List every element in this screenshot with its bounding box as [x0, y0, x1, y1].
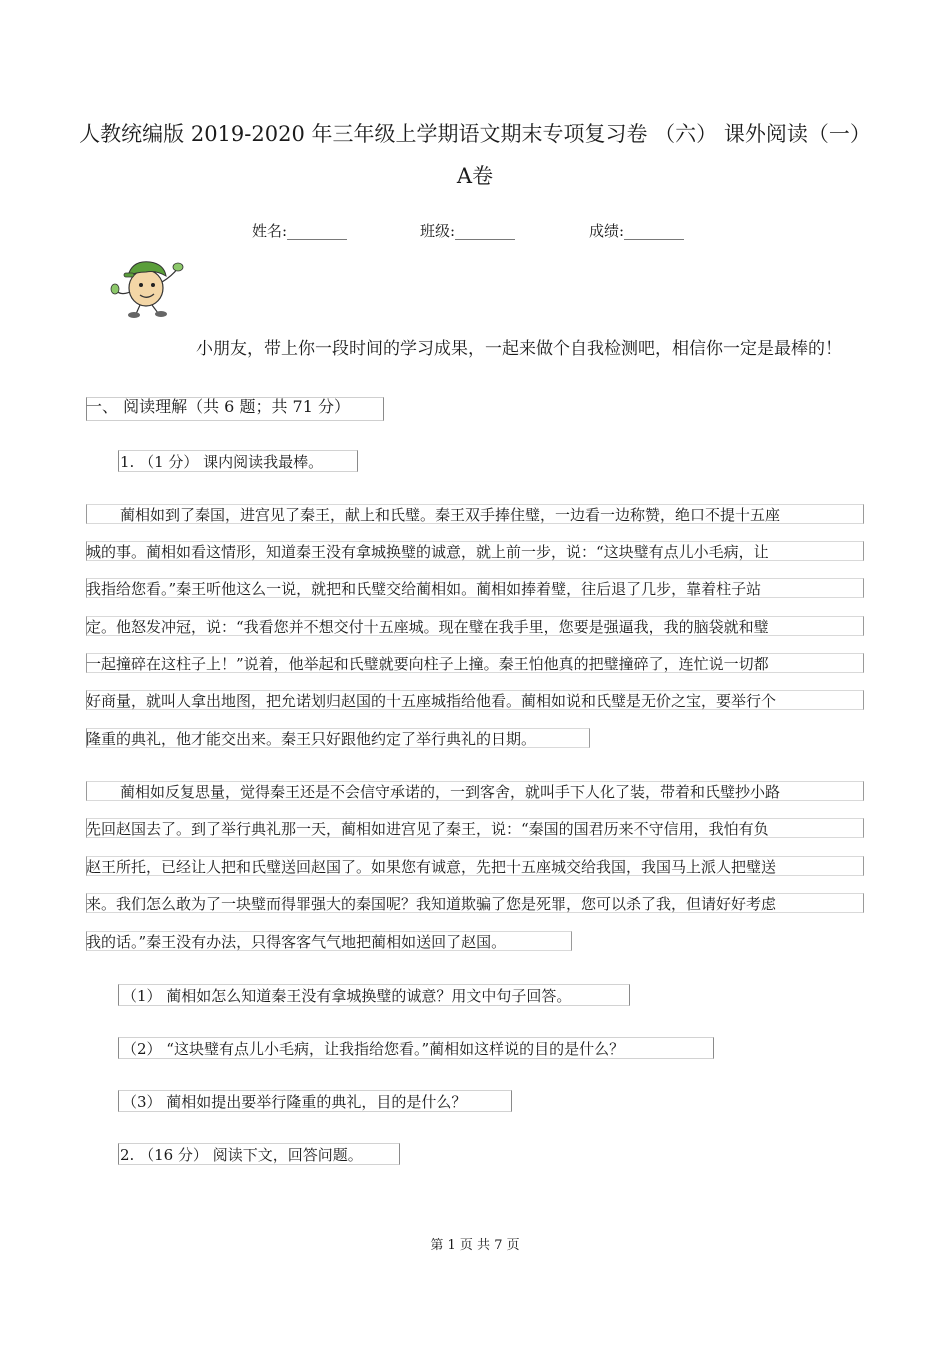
name-field: 姓名:________ — [252, 222, 348, 240]
sub-question-2: （2） “这块璧有点儿小毛病，让我指给您看。”蔺相如这样说的目的是什么？ — [122, 1040, 625, 1058]
page-number: 第 1 页 共 7 页 — [430, 1238, 520, 1253]
passage-line: 来。我们怎么敢为了一块璧而得罪强大的秦国呢？我知道欺骗了您是死罪，您可以杀了我，但请好好考虑 — [86, 895, 777, 913]
sub-question-3: （3） 蔺相如提出要举行隆重的典礼，目的是什么？ — [122, 1093, 467, 1111]
intro-text: 小朋友，带上你一段时间的学习成果，一起来做个自我检测吧，相信你一定是最棒的！ — [196, 339, 842, 359]
passage-line: 定。他怒发冲冠，说：“我看您并不想交付十五座城。现在璧在我手里，您要是强逼我，我的脑袋就和璧 — [86, 618, 769, 636]
passage-line: 赵王所托，已经让人把和氏璧送回赵国了。如果您有诚意，先把十五座城交给我国，我国马上派人把璧送 — [86, 858, 777, 876]
page-title-line2: A卷 — [456, 164, 494, 188]
question-1-header: 1. （1 分） 课内阅读我最棒。 — [120, 453, 324, 471]
passage-line: 好商量，就叫人拿出地图，把允诺划归赵国的十五座城指给他看。蔺相如说和氏璧是无价之宝，要举行个 — [86, 692, 777, 710]
sub-question-1: （1） 蔺相如怎么知道秦王没有拿城换璧的诚意？用文中句子回答。 — [122, 987, 572, 1005]
passage-line: 一起撞碎在这柱子上！”说着，他举起和氏璧就要向柱子上撞。秦王怕他真的把璧撞碎了，连忙说一切都 — [86, 655, 769, 673]
passage-line: 城的事。蔺相如看这情形，知道秦王没有拿城换璧的诚意，就上前一步，说：“这块璧有点儿小毛病，让 — [86, 543, 769, 561]
passage-line: 先回赵国去了。到了举行典礼那一天，蔺相如进宫见了秦王，说：“秦国的国君历来不守信用，我怕有负 — [86, 820, 769, 838]
passage-line: 我的话。”秦王没有办法，只得客客气气地把蔺相如送回了赵国。 — [86, 933, 507, 951]
passage-line: 蔺相如到了秦国，进宫见了秦王，献上和氏璧。秦王双手捧住璧，一边看一边称赞，绝口不提十五座 — [120, 506, 781, 524]
section-heading: 一、 阅读理解（共 6 题；共 71 分） — [86, 397, 350, 416]
score-field: 成绩:________ — [589, 222, 685, 240]
passage-line: 我指给您看。”秦王听他这么一说，就把和氏璧交给蔺相如。蔺相如捧着璧，往后退了几步，靠着柱子站 — [86, 580, 762, 598]
page-title: 人教统编版 2019-2020 年三年级上学期语文期末专项复习卷 （六） 课外阅读（一） — [79, 122, 871, 146]
question-2-header: 2. （16 分） 阅读下文，回答问题。 — [120, 1146, 363, 1164]
class-field: 班级:________ — [420, 222, 516, 240]
passage-line: 隆重的典礼，他才能交出来。秦王只好跟他约定了举行典礼的日期。 — [86, 730, 537, 748]
mascot-icon — [108, 252, 186, 320]
passage-line: 蔺相如反复思量，觉得秦王还是不会信守承诺的，一到客舍，就叫手下人化了装，带着和氏璧抄小路 — [120, 783, 781, 801]
